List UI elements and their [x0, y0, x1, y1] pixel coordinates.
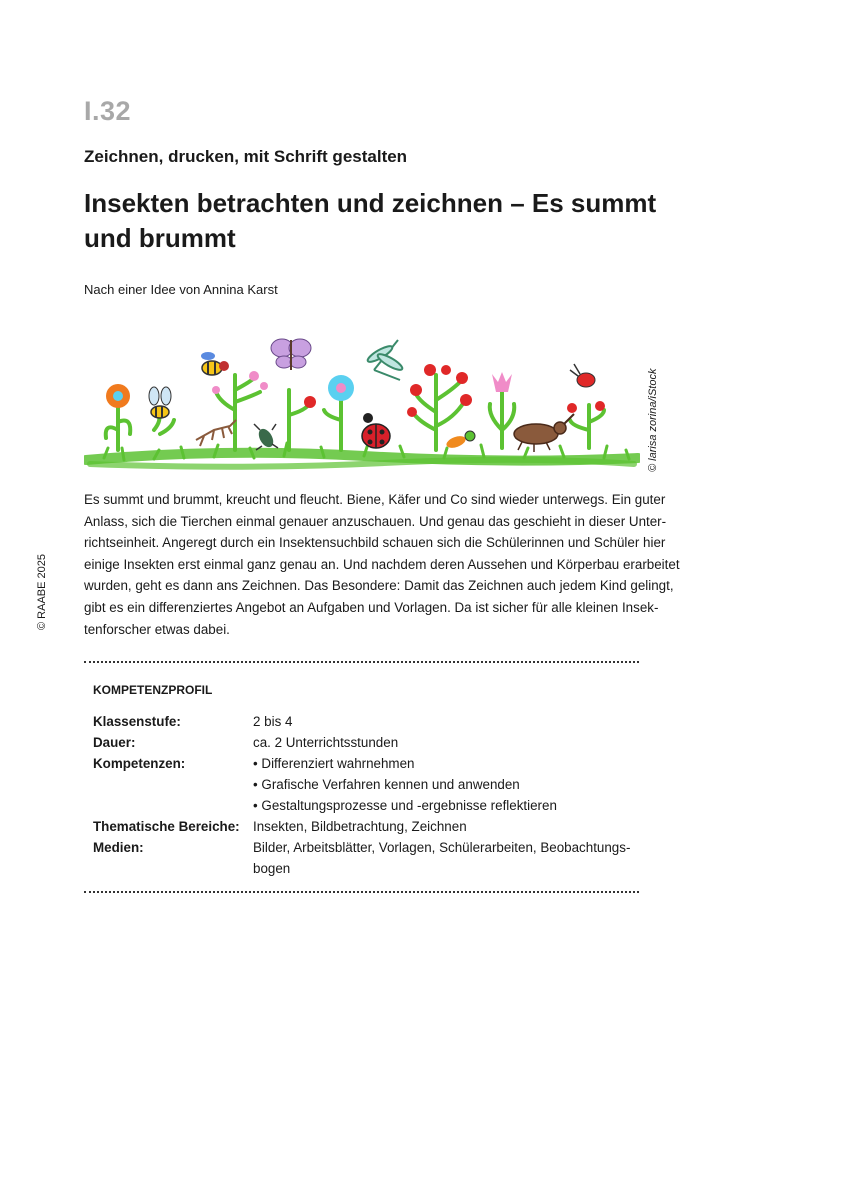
- profile-label: Kompetenzen:: [93, 756, 186, 771]
- intro-line: tenforscher etwas dabei.: [84, 621, 230, 637]
- competence-profile: [93, 711, 633, 879]
- dragonfly: [366, 340, 404, 380]
- blue-flower: [328, 375, 354, 401]
- profile-row-media: [93, 837, 633, 879]
- profile-row-duration: [93, 732, 633, 753]
- unit-code: I.32: [84, 96, 132, 126]
- bee: [149, 387, 171, 418]
- page-title: Insekten betrachten und zeichnen – Es summt und brummt: [84, 188, 657, 253]
- profile-row-grade: [93, 711, 633, 732]
- profile-label: Dauer:: [93, 735, 136, 750]
- competence-item: • Gestaltungsprozesse und -ergebnisse reflektieren: [253, 798, 557, 813]
- bee-top: [201, 352, 229, 375]
- intro-line: Es summt und brummt, kreucht und fleucht. Biene, Käfer und Co sind wieder unterwegs. Ein guter: [84, 492, 666, 507]
- profile-value: 2 bis 4: [253, 714, 293, 729]
- intro-paragraph: [84, 489, 680, 640]
- butterfly: [271, 339, 311, 370]
- brown-beetle: [514, 414, 574, 452]
- divider-top: [84, 661, 639, 663]
- profile-row-topics: [93, 816, 633, 837]
- photo-credit: [647, 368, 659, 472]
- competence-item: • Grafische Verfahren kennen und anwenden: [253, 777, 520, 792]
- intro-line: wurden, geht es dann ans Zeichnen. Das Besondere: Damit das Zeichnen auch jedem Kind gelingt,: [84, 578, 674, 594]
- profile-row-competences: [93, 753, 633, 816]
- stick-insect: [196, 420, 236, 446]
- green-beetle: [254, 424, 278, 450]
- intro-line: richtseinheit. Angeregt durch ein Insektensuchbild schauen sich die Schülerinnen und Schüler hier: [84, 535, 666, 551]
- red-insect: [570, 364, 595, 387]
- series-title: Zeichnen, drucken, mit Schrift gestalten: [84, 147, 408, 166]
- profile-value-list: [253, 753, 633, 816]
- competence-item: • Differenziert wahrnehmen: [253, 756, 415, 771]
- intro-line: einige Insekten erst einmal ganz genau an. Und nachdem deren Aussehen und Körperbau erarbeitet: [84, 556, 680, 572]
- side-copyright-text: © RAABE 2025: [36, 554, 48, 630]
- orange-bug: [445, 431, 475, 450]
- profile-label: Thematische Bereiche:: [93, 819, 240, 834]
- tulip: [492, 372, 512, 392]
- intro-line: gibt es ein differenziertes Angebot an Aufgaben und Vorlagen. Da ist sicher für alle kleinen Insek-: [84, 599, 659, 615]
- author-credit: Nach einer Idee von Annina Karst: [84, 282, 278, 297]
- media-line: Bilder, Arbeitsblätter, Vorlagen, Schülerarbeiten, Beobachtungs-: [253, 840, 631, 855]
- profile-heading: KOMPETENZPROFIL: [93, 683, 213, 697]
- ladybug: [362, 413, 390, 448]
- divider-bottom: [84, 891, 639, 893]
- insect-meadow-illustration: [84, 330, 640, 475]
- profile-label: Klassenstufe:: [93, 714, 181, 729]
- intro-line: Anlass, sich die Tierchen einmal genauer anzuschauen. Und genau das geschieht in dieser Unter-: [84, 513, 667, 529]
- profile-value: Insekten, Bildbetrachtung, Zeichnen: [253, 819, 467, 834]
- orange-flower: [106, 384, 130, 408]
- photo-credit-text: © larisa zorina/iStock: [647, 368, 659, 472]
- side-copyright: [36, 554, 48, 630]
- media-line: bogen: [253, 861, 291, 876]
- grass: [86, 443, 638, 467]
- profile-value: ca. 2 Unterrichtsstunden: [253, 735, 399, 750]
- profile-label: Medien:: [93, 840, 144, 855]
- profile-value-list: [253, 837, 633, 879]
